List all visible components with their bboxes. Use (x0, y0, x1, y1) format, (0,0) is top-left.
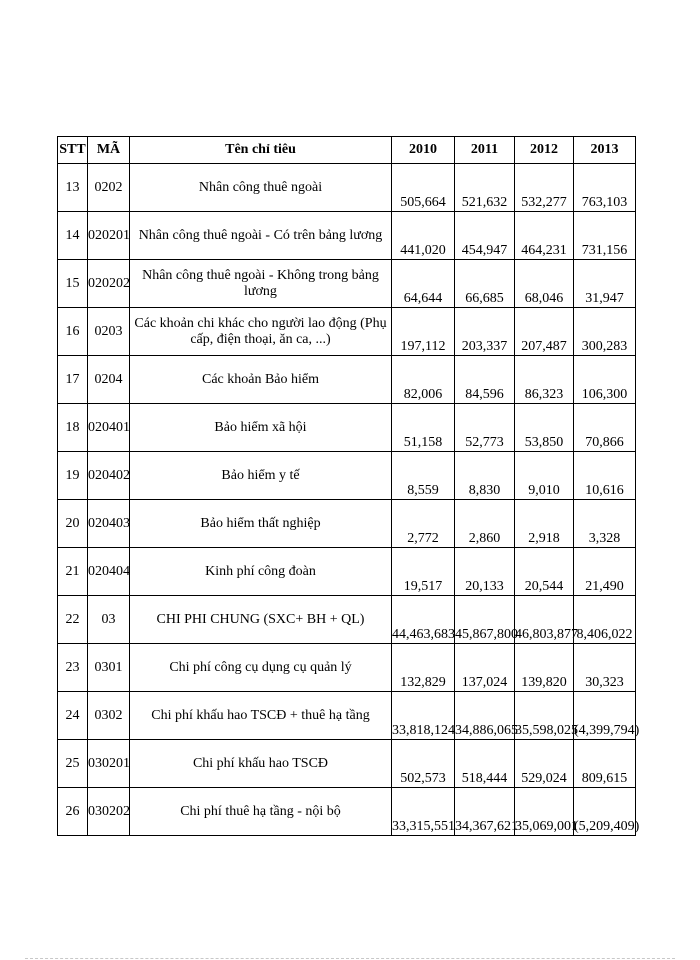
cell-name: Nhân công thuê ngoài (130, 164, 392, 212)
cell-code: 020403 (88, 500, 130, 548)
cell-code: 020402 (88, 452, 130, 500)
cell-2012: 9,010 (515, 452, 574, 500)
cell-name: Bảo hiểm thất nghiệp (130, 500, 392, 548)
cell-2011: 52,773 (455, 404, 515, 452)
cell-2011: 137,024 (455, 644, 515, 692)
cell-2013: 10,616 (574, 452, 636, 500)
cell-2011: 66,685 (455, 260, 515, 308)
table-row (58, 356, 636, 404)
cell-stt: 21 (58, 548, 88, 596)
cell-2011: 8,830 (455, 452, 515, 500)
cell-2010: 82,006 (392, 356, 455, 404)
cell-name: Các khoản Bảo hiểm (130, 356, 392, 404)
table-row (58, 260, 636, 308)
table-row (58, 644, 636, 692)
cell-name: Chi phí công cụ dụng cụ quản lý (130, 644, 392, 692)
cell-2013: 8,406,022 (574, 596, 636, 644)
cell-2013: 106,300 (574, 356, 636, 404)
cell-code: 020404 (88, 548, 130, 596)
header-code: MÃ (88, 137, 130, 164)
cell-code: 020401 (88, 404, 130, 452)
cell-stt: 20 (58, 500, 88, 548)
cell-name: Chi phí thuê hạ tầng - nội bộ (130, 788, 392, 836)
cell-2011: 521,632 (455, 164, 515, 212)
cell-2010: 51,158 (392, 404, 455, 452)
cell-2010: 64,644 (392, 260, 455, 308)
table-row (58, 308, 636, 356)
cell-stt: 26 (58, 788, 88, 836)
cell-2010: 19,517 (392, 548, 455, 596)
cell-code: 03 (88, 596, 130, 644)
cell-name: Chi phí khấu hao TSCĐ + thuê hạ tầng (130, 692, 392, 740)
table-row (58, 548, 636, 596)
cost-table (57, 136, 640, 836)
cell-code: 030201 (88, 740, 130, 788)
table-row (58, 788, 636, 836)
cell-2011: 2,860 (455, 500, 515, 548)
cell-stt: 16 (58, 308, 88, 356)
cell-2013: 731,156 (574, 212, 636, 260)
cell-2013: 31,947 (574, 260, 636, 308)
table-row (58, 596, 636, 644)
header-stt: STT (58, 137, 88, 164)
cell-name: Bảo hiểm y tế (130, 452, 392, 500)
cell-stt: 24 (58, 692, 88, 740)
cell-name: Kinh phí công đoàn (130, 548, 392, 596)
cell-stt: 13 (58, 164, 88, 212)
table-row (58, 500, 636, 548)
cell-code: 0204 (88, 356, 130, 404)
cell-stt: 23 (58, 644, 88, 692)
cell-2013: 809,615 (574, 740, 636, 788)
cell-name: Bảo hiểm xã hội (130, 404, 392, 452)
cell-2012: 139,820 (515, 644, 574, 692)
cell-2012: 68,046 (515, 260, 574, 308)
cell-2013: 763,103 (574, 164, 636, 212)
cell-2010: 8,559 (392, 452, 455, 500)
cell-2012: 2,918 (515, 500, 574, 548)
cell-code: 0203 (88, 308, 130, 356)
cell-code: 0302 (88, 692, 130, 740)
cell-2010: 132,829 (392, 644, 455, 692)
cell-stt: 22 (58, 596, 88, 644)
cell-code: 0202 (88, 164, 130, 212)
cell-2011: 45,867,800 (455, 596, 515, 644)
cell-name: Chi phí khấu hao TSCĐ (130, 740, 392, 788)
cell-stt: 19 (58, 452, 88, 500)
cell-2012: 20,544 (515, 548, 574, 596)
table-row (58, 164, 636, 212)
cell-2012: 35,069,001 (515, 788, 574, 836)
header-name: Tên chỉ tiêu (130, 137, 392, 164)
cell-2010: 2,772 (392, 500, 455, 548)
cell-2010: 44,463,683 (392, 596, 455, 644)
cell-2011: 84,596 (455, 356, 515, 404)
cell-2011: 454,947 (455, 212, 515, 260)
cell-2013: 70,866 (574, 404, 636, 452)
cell-2010: 197,112 (392, 308, 455, 356)
cell-2012: 529,024 (515, 740, 574, 788)
header-2013: 2013 (574, 137, 636, 164)
cell-2013: (5,209,409) (574, 788, 636, 836)
cell-name: CHI PHI CHUNG (SXC+ BH + QL) (130, 596, 392, 644)
table-row (58, 404, 636, 452)
cell-2012: 464,231 (515, 212, 574, 260)
cell-2012: 86,323 (515, 356, 574, 404)
cell-2013: 3,328 (574, 500, 636, 548)
cell-name: Các khoản chi khác cho người lao động (Phụ cấp, điện thoại, ăn ca, ...) (130, 308, 392, 356)
cell-2013: 300,283 (574, 308, 636, 356)
header-2010: 2010 (392, 137, 455, 164)
cell-stt: 18 (58, 404, 88, 452)
cell-2011: 20,133 (455, 548, 515, 596)
cell-2012: 53,850 (515, 404, 574, 452)
cell-code: 030202 (88, 788, 130, 836)
cell-2012: 35,598,025 (515, 692, 574, 740)
page-bottom-rule (25, 958, 675, 959)
cell-2010: 441,020 (392, 212, 455, 260)
table-row (58, 740, 636, 788)
header-2012: 2012 (515, 137, 574, 164)
cell-stt: 15 (58, 260, 88, 308)
cell-code: 0301 (88, 644, 130, 692)
cell-2010: 505,664 (392, 164, 455, 212)
cell-2011: 518,444 (455, 740, 515, 788)
table-row (58, 212, 636, 260)
cell-2011: 34,367,621 (455, 788, 515, 836)
cell-2013: (4,399,794) (574, 692, 636, 740)
cell-name: Nhân công thuê ngoài - Có trên bảng lương (130, 212, 392, 260)
cell-2010: 502,573 (392, 740, 455, 788)
cell-2011: 203,337 (455, 308, 515, 356)
cell-2012: 46,803,877 (515, 596, 574, 644)
cell-stt: 25 (58, 740, 88, 788)
table-row (58, 692, 636, 740)
cell-2012: 207,487 (515, 308, 574, 356)
cell-2013: 21,490 (574, 548, 636, 596)
header-2011: 2011 (455, 137, 515, 164)
cell-stt: 17 (58, 356, 88, 404)
cell-2012: 532,277 (515, 164, 574, 212)
cell-2011: 34,886,065 (455, 692, 515, 740)
cell-code: 020202 (88, 260, 130, 308)
table-header-row (58, 137, 636, 164)
cell-2010: 33,818,124 (392, 692, 455, 740)
cell-stt: 14 (58, 212, 88, 260)
cell-2010: 33,315,551 (392, 788, 455, 836)
cell-code: 020201 (88, 212, 130, 260)
table-row (58, 452, 636, 500)
cell-name: Nhân công thuê ngoài - Không trong bảng lương (130, 260, 392, 308)
cell-2013: 30,323 (574, 644, 636, 692)
